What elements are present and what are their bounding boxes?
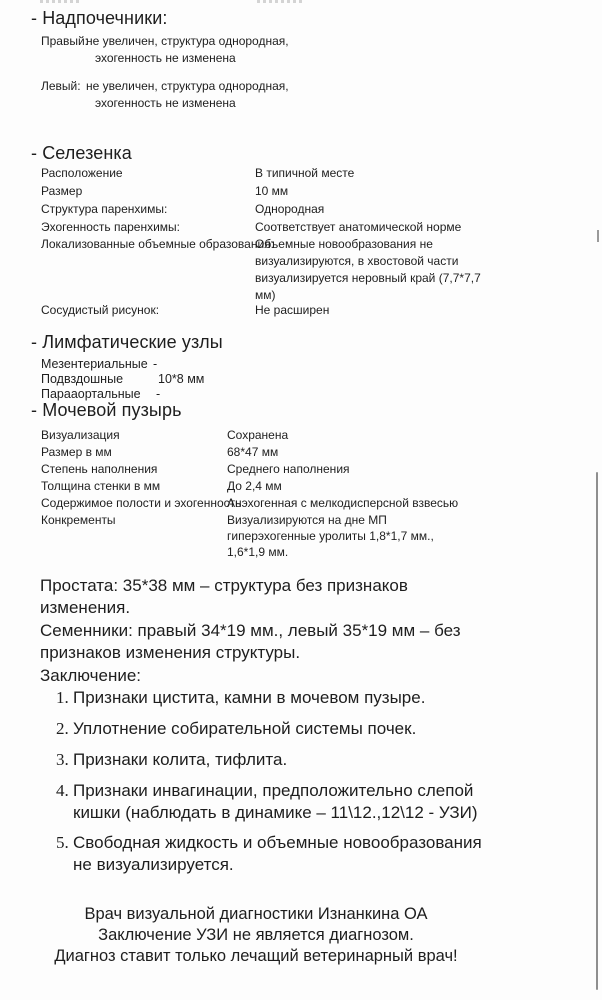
row-label: Подвздошные [41,372,124,386]
row-label: Толщина стенки в мм [41,479,161,493]
summary-paragraph [40,575,461,687]
list-line: Признаки цистита, камни в мочевом пузыре. [73,688,426,707]
row-value: 10 мм [255,184,289,198]
value-line: гиперэхогенные уролиты 1,8*1,7 мм., [227,529,434,544]
row-value [255,236,481,304]
list-text [73,749,287,771]
list-number: 1. [56,688,69,707]
value-line: Объемные новообразования не [255,237,433,251]
row-value: Сохранена [227,428,289,442]
list-text [73,687,425,709]
value-line: эхогенность не изменена [95,51,236,65]
row-label: Парааортальные [41,387,141,401]
value-line: 1,6*1,9 мм. [227,545,289,560]
section-heading-spleen: - Селезенка [31,143,132,163]
summary-line: Простата: 35*38 мм – структура без признаков [40,576,408,595]
value-line: визуализируется неровный край (7,7*7,7 [255,271,481,285]
list-number: 3. [56,750,69,769]
row-value: - [156,387,161,401]
section-heading-lymph: - Лимфатические узлы [31,332,223,352]
list-line: не визуализируется. [73,855,234,875]
conclusion-heading: Заключение: [40,665,142,685]
row-value: Однородная [255,202,325,216]
row-value: 68*47 мм [227,445,279,459]
row-value: 10*8 мм [158,372,205,386]
clipped-text-fragment [40,0,80,3]
value-line: Визуализируются на дне МП [227,513,387,527]
disclaimer-line: Заключение УЗИ не является диагнозом. [98,926,414,944]
row-value: В типичной месте [255,166,355,180]
footer-signature [0,904,512,967]
row-value [86,33,289,67]
row-label: Мезентериальные [41,357,148,371]
row-value [227,512,434,561]
row-label: Структура паренхимы: [41,202,168,216]
list-text [73,832,482,877]
row-label: Расположение [41,166,123,180]
row-label: Визуализация [41,428,120,442]
value-line: визуализируются, в хвостовой части [255,254,459,268]
row-label: Левый: [41,79,81,93]
value-line: не увеличен, структура однородная, [86,34,289,48]
list-number: 2. [56,719,69,738]
disclaimer-line: Диагноз ставит только лечащий ветеринарный врач! [54,947,458,965]
section-heading-adrenals: - Надпочечники: [31,8,168,28]
scan-edge-line [596,472,598,990]
row-label: Степень наполнения [41,462,158,476]
row-value: - [153,357,158,371]
row-value: До 2,4 мм [227,479,282,493]
row-value: Анэхогенная с мелкодисперсной взвесью [227,496,459,510]
list-line: Свободная жидкость и объемные новообразования [73,833,482,852]
row-label: Локализованные объемные образования: [41,237,274,251]
row-value: Не расширен [255,303,330,317]
value-line: мм) [255,288,276,302]
list-text [73,780,478,825]
summary-line: Семенники: правый 34*19 мм., левый 35*19 мм – без [40,620,461,640]
row-label: Эхогенность паренхимы: [41,220,181,234]
list-text [73,718,416,740]
list-line: Уплотнение собирательной системы почек. [73,719,417,738]
list-number: 5. [56,833,69,852]
row-label: Конкременты [41,513,116,527]
clipped-text-fragment [257,0,303,3]
row-value: Соответствует анатомической норме [255,220,462,234]
row-label: Содержимое полости и эхогенность [41,496,242,510]
summary-line: признаков изменения структуры. [40,643,301,663]
doctor-name-line: Врач визуальной диагностики Изнанкина ОА [84,905,428,923]
list-line: кишки (наблюдать в динамике – 11\12.,12\12 - УЗИ) [73,803,478,823]
row-label: Размер в мм [41,445,112,459]
list-line: Признаки инвагинации, предположительно слепой [73,781,474,800]
section-heading-bladder: - Мочевой пузырь [31,400,182,420]
row-value [86,78,289,112]
row-label: Размер [41,184,83,198]
row-value: Среднего наполнения [227,462,350,476]
row-label: Правый: [41,34,89,48]
scan-edge-mark [597,230,599,242]
value-line: эхогенность не изменена [95,96,236,110]
row-label: Сосудистый рисунок: [41,303,160,317]
value-line: не увеличен, структура однородная, [86,79,289,93]
summary-line: изменения. [40,598,131,618]
list-number: 4. [56,781,69,800]
list-line: Признаки колита, тифлита. [73,750,288,769]
